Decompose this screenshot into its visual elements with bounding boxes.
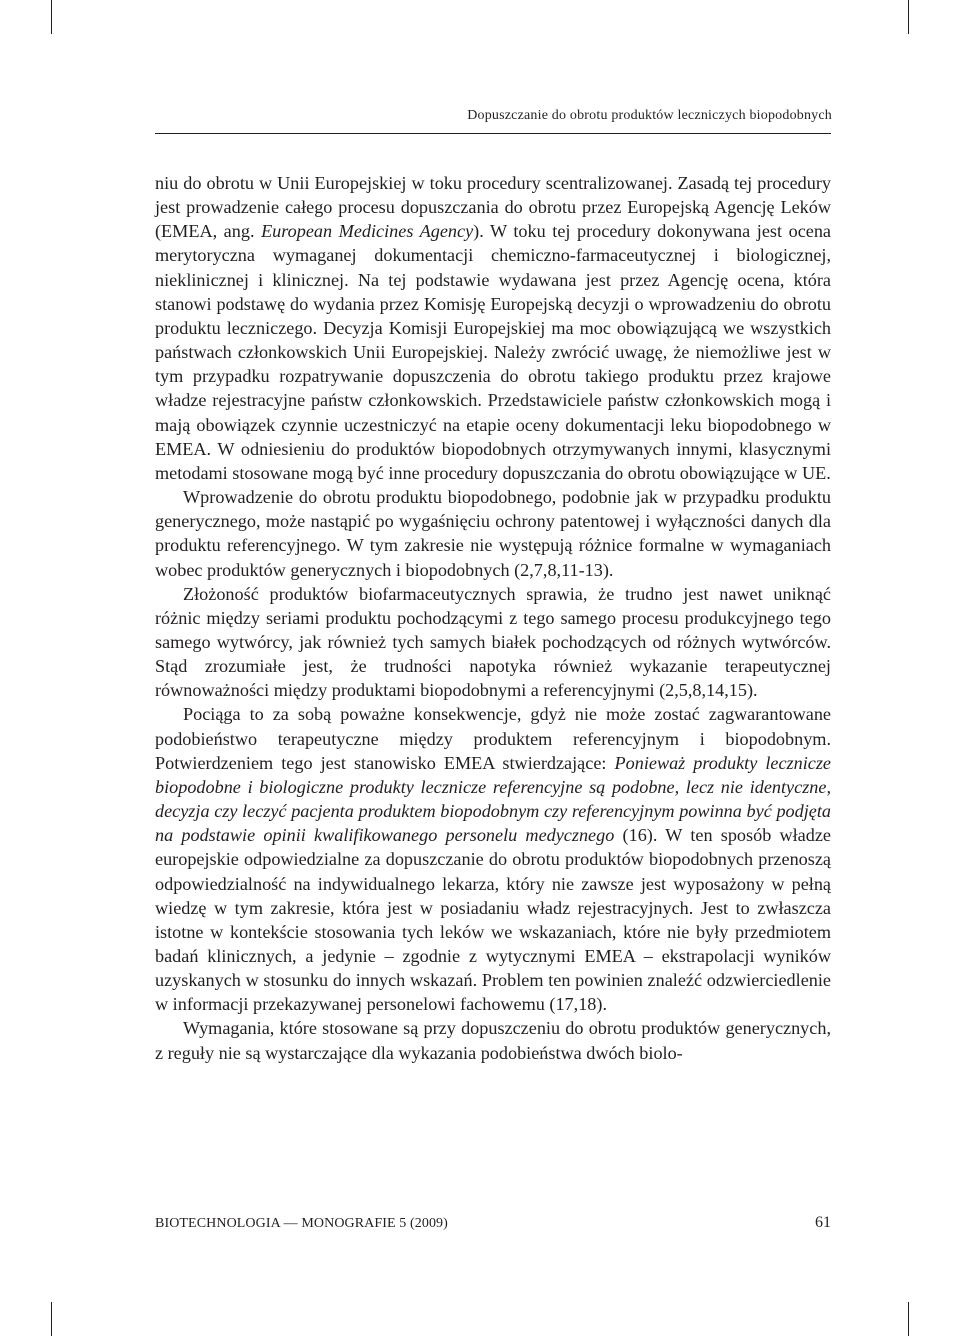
paragraph-2	[155, 485, 831, 582]
paragraph-1-text-b: ). W toku tej procedury dokonywana jest ocena merytoryczna wymaganej dokumentacji chemiczno-farmaceutycznej i biologicznej, nieklinicznej i klinicznej. Na tej podstawie wydawana jest przez Agencję ocena, która stanowi podstawę do wydania przez Komisję Europejską decyzji o wprowadzeniu do obrotu produktu leczniczego. Decyzja Komisji Europejskiej ma moc obowiązującą we wszystkich państwach członkowskich Unii Europejskiej. Należy zwrócić uwagę, że niemożliwe jest w tym przypadku rozpatrywanie dopuszczenia do obrotu takiego produktu przez krajowe władze rejestracyjne państw członkowskich. Przedstawiciele państw członkowskich mogą i mają obowiązek czynnie uczestniczyć na etapie oceny dokumentacji leku biopodobnego w EMEA. W odniesieniu do produktów biopodobnych otrzymywanych innymi, klasycznymi metodami stosowane mogą być inne procedury dopuszczania do obrotu obowiązujące w UE.	[155, 221, 832, 483]
crop-mark-top-right	[908, 0, 909, 34]
paragraph-3-text: Złożoność produktów biofarmaceutycznych sprawia, że trudno jest nawet uniknąć różnic między seriami produktu pochodzącymi z tego samego procesu produkcyjnego tego samego wytwórcy, jak również tych samych białek pochodzących od różnych wytwórców. Stąd zrozumiałe jest, że trudności napotyka również wykazanie terapeutycznej równoważności między produktami biopodobnymi a referencyjnymi (2,5,8,14,15).	[155, 583, 831, 701]
paragraph-3	[155, 582, 831, 703]
footer-journal-title: BIOTECHNOLOGIA — MONOGRAFIE 5 (2009)	[155, 1216, 448, 1231]
paragraph-5-text: Wymagania, które stosowane są przy dopuszczeniu do obrotu produktów generycznych, z reguły nie są wystarczające dla wykazania podobieństwa dwóch biolo-	[155, 1018, 831, 1063]
paragraph-1-italic: European Medicines Agency	[261, 221, 474, 242]
page-number: 61	[815, 1214, 831, 1231]
paragraph-5	[155, 1016, 831, 1064]
paragraph-2-text: Wprowadzenie do obrotu produktu biopodobnego, podobnie jak w przypadku produktu generycznego, może nastąpić po wygaśnięciu ochrony patentowej i wyłączności danych dla produktu referencyjnego. W tym zakresie nie występują różnice formalne w wymaganiach wobec produktów generycznych i biopodobnych (2,7,8,11-13).	[155, 487, 831, 580]
crop-mark-bottom-right	[908, 1302, 909, 1336]
body-text	[155, 171, 831, 1065]
running-head: Dopuszczanie do obrotu produktów leczniczych biopodobnych	[467, 108, 832, 123]
paragraph-4-text-a: Pociąga to za sobą poważne konsekwencje, gdyż nie może zostać zagwarantowane podobieństwo terapeutyczne między produktem referencyjnym i biopodobnym. Potwierdzeniem tego jest stanowisko EMEA stwierdzające:	[155, 704, 831, 773]
crop-mark-top-left	[51, 0, 52, 34]
paragraph-4-italic-quote: Ponieważ produkty lecznicze biopodobne i biologiczne produkty lecznicze referencyjne są podobne, lecz nie identyczne, decyzja czy leczyć pacjenta produktem biopodobnym czy referencyjnym powinna być podjęta na podstawie opinii kwalifikowanego personelu medycznego	[155, 752, 831, 846]
paragraph-1	[155, 171, 831, 485]
paragraph-4-text-b: (16). W ten sposób władze europejskie odpowiedzialne za dopuszczanie do obrotu produktów biopodobnych przenoszą odpowiedzialność na indywidualnego lekarza, który nie zawsze jest wyposażony w pełną wiedzę w tym zakresie, która jest w posiadaniu władz rejestracyjnych. Jest to zwłaszcza istotne w kontekście stosowania tych leków we wskazaniach, które nie były przedmiotem badań klinicznych, a jedynie – zgodnie z wytycznymi EMEA – ekstrapolacji wyników uzyskanych w stosunku do innych wskazań. Problem ten powinien znaleźć odzwierciedlenie w informacji przekazywanej personelowi fachowemu (17,18).	[155, 825, 831, 1015]
crop-mark-bottom-left	[51, 1302, 52, 1336]
header-rule	[155, 133, 831, 134]
page-footer	[155, 1216, 831, 1236]
paragraph-4	[155, 702, 831, 1016]
paragraph-1-text-a: niu do obrotu w Unii Europejskiej w toku procedury scentralizowanej. Zasadą tej procedury jest prowadzenie całego procesu dopuszczania do obrotu przez Europejską Agencję Leków (EMEA, ang.	[155, 173, 831, 242]
